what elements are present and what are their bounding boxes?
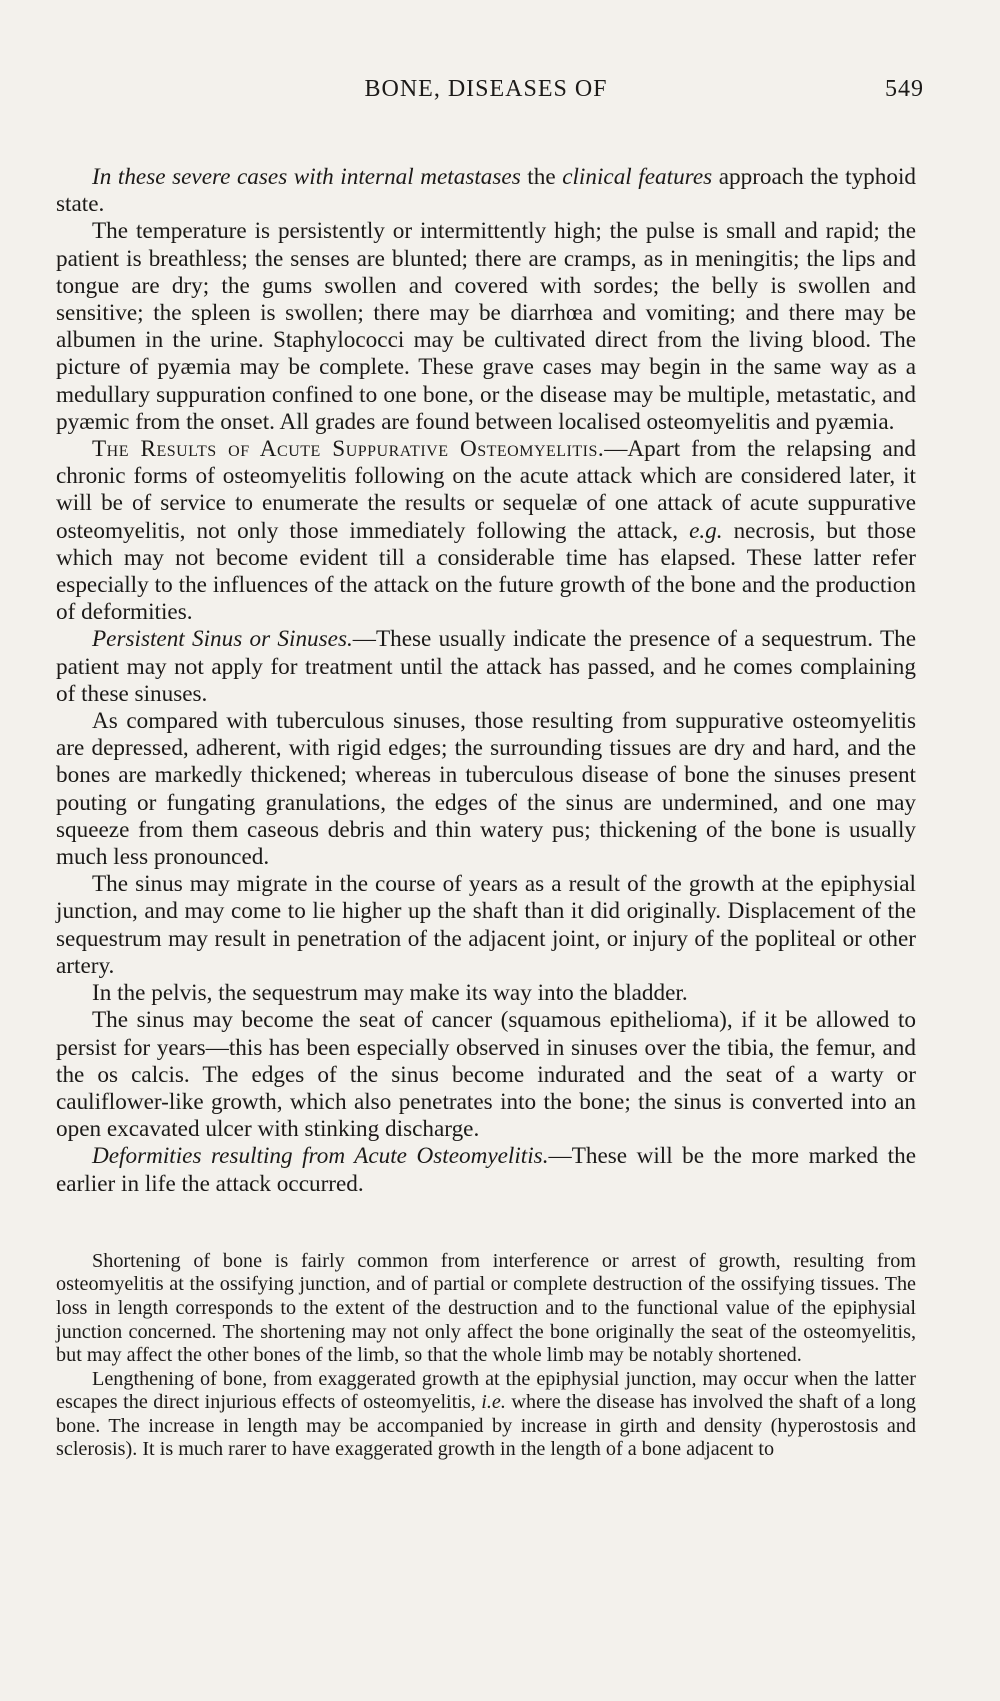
paragraph-sinus-migration: The sinus may migrate in the course of years as a result of the growth at the epiphysial junction, and may come to lie higher up the shaft than it did originally. Displacement of the sequestrum may result in penetration of the adjacent joint, or injury of the popliteal or other artery.	[56, 871, 916, 979]
paragraph-lengthening	[56, 1368, 916, 1462]
paragraph-shortening: Shortening of bone is fairly common from interference or arrest of growth, resulting from osteomyelitis at the ossifying junction, and of partial or complete destruction of the ossifying tissues. The loss in length corresponds to the extent of the destruction and to the functional value of the epiphysial junction concerned. The shortening may not only affect the bone originally the seat of the osteomyelitis, but may affect the other bones of the limb, so that the whole limb may be notably shortened.	[56, 1249, 916, 1367]
paragraph-text: —These will be the more marked the earlier in life the attack occurred.	[56, 1143, 916, 1197]
subsection-heading: Persistent Sinus or Sinuses.	[92, 626, 353, 653]
italic-phrase: In these severe cases with internal metastases	[92, 164, 521, 190]
paragraph-temperature: The temperature is persistently or intermittently high; the pulse is small and rapid; the patient is breathless; the senses are blunted; there are cramps, as in meningitis; the lips and tongue are dry; the gums swollen and covered with sordes; the belly is swollen and sensitive; the spleen is swollen; there may be diarrhœa and vomiting; and there may be albumen in the urine. Staphylococci may be cultivated direct from the living blood. The picture of pyæmia may be complete. These grave cases may begin in the same way as a medullary suppuration confined to one bone, or the disease may be multiple, metastatic, and pyæmic from the onset. All grades are found between localised osteomyelitis and pyæmia.	[56, 218, 916, 435]
paragraph-pelvis: In the pelvis, the sequestrum may make its way into the bladder.	[92, 980, 688, 1007]
italic-phrase: e.g.	[689, 517, 723, 544]
page-number: 549	[885, 76, 924, 102]
paragraph-deformities	[56, 1143, 916, 1197]
paragraph-text: —Apart from the relapsing and chronic forms of osteomyelitis following on the acute attack which are considered later, it will be of service to enumerate the results or sequelæ of one attack of acute suppurative osteomyelitis, not only those immediately following the attack,	[56, 436, 916, 544]
running-head: BONE, DISEASES OF	[364, 76, 608, 102]
page-header	[56, 76, 924, 122]
paragraph-typhoid	[56, 164, 916, 218]
paragraph-cancer: The sinus may become the seat of cancer (squamous epithelioma), if it be allowed to persist for years—this has been especially observed in sinuses over the tibia, the femur, and the os calcis. The edges of the sinus become indurated and the seat of a warty or cauliflower-like growth, which also penetrates into the bone; the sinus is converted into an open excavated ulcer with stinking discharge.	[56, 1007, 916, 1143]
section-heading: The Results of Acute Suppurative Osteomyelitis.	[92, 436, 605, 463]
small-print-text	[56, 1250, 916, 1462]
paragraph-text: where the disease has involved the shaft of a long bone. The increase in length may be accompanied by increase in girth and density (hyperostosis and sclerosis). It is much rarer to have exaggerated growth in the length of a bone adjacent to	[56, 1391, 916, 1461]
paragraph-results	[56, 436, 916, 626]
paragraph-text: necrosis, but those which may not become evident till a considerable time has elapsed. These latter refer especially to the influences of the attack on the future growth of the bone and the production of deformities.	[56, 517, 916, 626]
paragraph-persistent-sinus	[56, 626, 916, 708]
italic-phrase: i.e.	[481, 1391, 506, 1414]
paragraph-text: approach the typhoid state.	[56, 164, 916, 218]
paragraph-text: the	[520, 164, 563, 190]
paragraph-text: Lengthening of bone, from exaggerated growth at the epiphysial junction, may occur when the latter escapes the direct injurious effects of osteomyelitis,	[56, 1367, 916, 1414]
main-text	[56, 164, 916, 1198]
subsection-heading: Deformities resulting from Acute Osteomyelitis.	[92, 1143, 549, 1170]
italic-phrase: clinical features	[562, 164, 713, 190]
paragraph-tuberculous-comparison: As compared with tuberculous sinuses, those resulting from suppurative osteomyelitis are depressed, adherent, with rigid edges; the surrounding tissues are dry and hard, and the bones are markedly thickened; whereas in tuberculous disease of bone the sinuses present pouting or fungating granulations, the edges of the sinus are undermined, and one may squeeze from them caseous debris and thin watery pus; thickening of the bone is usually much less pronounced.	[56, 708, 916, 871]
paragraph-text: —These usually indicate the presence of a sequestrum. The patient may not apply for treatment until the attack has passed, and he comes complaining of these sinuses.	[56, 626, 916, 707]
